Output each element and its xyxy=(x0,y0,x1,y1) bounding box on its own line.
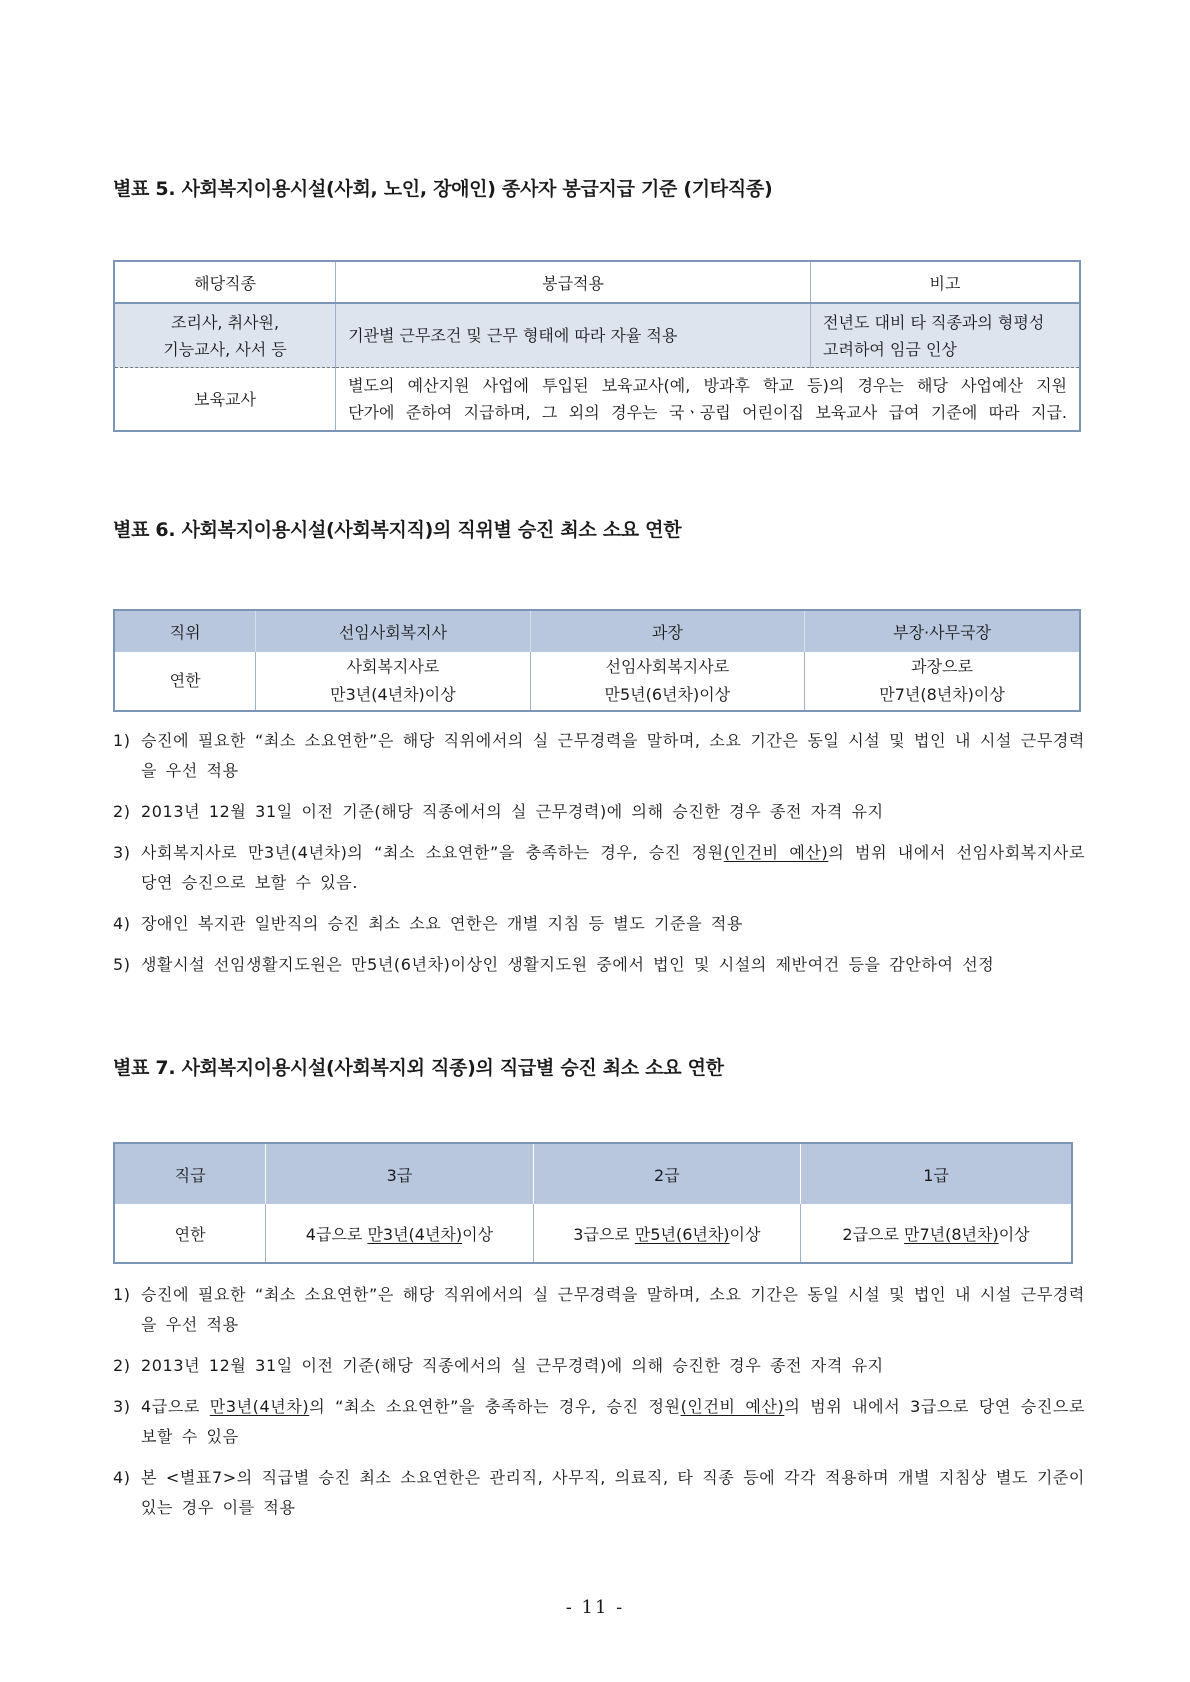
cell-line: 과장으로 xyxy=(911,657,973,676)
header-cell: 봉급적용 xyxy=(336,261,811,303)
table-cell xyxy=(805,652,1080,711)
list-item xyxy=(113,726,1085,786)
note-text: 의 “최소 소요연한”을 충족하는 경우, 승진 정원 xyxy=(309,1397,681,1416)
header-cell: 직급 xyxy=(114,1143,266,1204)
note-number: 1) xyxy=(113,1285,131,1304)
table-row xyxy=(114,1204,1072,1263)
note-text: 사회복지사로 만3년(4년차)의 “최소 소요연한”을 충족하는 경우, 승진 정원 xyxy=(141,843,724,862)
cell-line: 만7년(8년차)이상 xyxy=(879,685,1005,704)
note-text: 2013년 12월 31일 이전 기준(해당 직종에서의 실 근무경력)에 의해 승진한 경우 종전 자격 유지 xyxy=(141,1356,884,1375)
note-number: 2) xyxy=(113,1356,131,1375)
header-cell: 과장 xyxy=(530,610,804,652)
cell-text: 이상 xyxy=(729,1224,761,1244)
header-cell: 부장·사무국장 xyxy=(805,610,1080,652)
page-number: - 11 - xyxy=(565,1597,625,1618)
note-underlined: 만3년(4년차) xyxy=(209,1397,310,1416)
note-number: 3) xyxy=(113,1397,131,1416)
header-cell: 3급 xyxy=(266,1143,533,1204)
header-cell: 해당직종 xyxy=(114,261,336,303)
cell-line: 만3년(4년차)이상 xyxy=(330,685,456,704)
table-cell xyxy=(801,1204,1072,1263)
note-number: 1) xyxy=(113,731,131,750)
job-cell: 보육교사 xyxy=(114,368,336,432)
list-item xyxy=(113,1351,1085,1381)
section5-table xyxy=(113,260,1081,432)
table-header-row xyxy=(114,261,1080,303)
section7-table xyxy=(113,1142,1073,1264)
table-row xyxy=(114,303,1080,368)
table-cell xyxy=(533,1204,800,1263)
note-text: 4급으로 xyxy=(141,1397,210,1416)
list-item xyxy=(113,909,1085,939)
note-cell xyxy=(811,303,1080,368)
list-item xyxy=(113,797,1085,827)
cell-underlined: 만5년(6년차) xyxy=(634,1224,730,1244)
pay-line: 별도의 예산지원 사업에 투입된 보육교사(예, 방과후 학교 등)의 경우는 해당 사업예산 지원 xyxy=(348,376,1067,395)
cell-underlined: 만7년(8년차) xyxy=(904,1224,999,1244)
section6-table xyxy=(113,609,1081,712)
table-header-row xyxy=(114,610,1080,652)
pay-cell xyxy=(336,368,1080,432)
note-number: 5) xyxy=(113,955,131,974)
header-cell: 선임사회복지사 xyxy=(256,610,530,652)
note-text: 본 <별표7>의 직급별 승진 최소 소요연한은 관리직, 사무직, 의료직, 타 직종 등에 각각 적용하며 개별 지침상 별도 기준이 있는 경우 이를 적용 xyxy=(141,1468,1085,1517)
section7-notes xyxy=(113,1280,1085,1534)
list-item xyxy=(113,1392,1085,1452)
table-row xyxy=(114,652,1080,711)
note-number: 4) xyxy=(113,1468,131,1487)
cell-line: 선임사회복지사로 xyxy=(605,657,730,676)
row-label: 연한 xyxy=(114,1204,266,1263)
table-header-row xyxy=(114,1143,1072,1204)
note-number: 3) xyxy=(113,843,131,862)
note-text: 승진에 필요한 “최소 소요연한”은 해당 직위에서의 실 근무경력을 말하며, 소요 기간은 동일 시설 및 법인 내 시설 근무경력을 우선 적용 xyxy=(141,731,1085,780)
job-line: 기능교사, 사서 등 xyxy=(163,339,287,359)
note-text: 의 범위 내에서 선임사회복지사로 당연 승진으로 보할 수 있음. xyxy=(141,843,1086,892)
note-line: 전년도 대비 타 직종과의 형평성 xyxy=(823,312,1045,332)
note-number: 4) xyxy=(113,914,131,933)
job-cell xyxy=(114,303,336,368)
cell-text: 이상 xyxy=(462,1224,494,1244)
note-text: 2013년 12월 31일 이전 기준(해당 직종에서의 실 근무경력)에 의해 승진한 경우 종전 자격 유지 xyxy=(141,802,884,821)
cell-underlined: 만3년(4년차) xyxy=(367,1224,463,1244)
note-text: 생활시설 선임생활지도원은 만5년(6년차)이상인 생활지도원 중에서 법인 및 시설의 제반여건 등을 감안하여 선정 xyxy=(141,955,995,974)
note-text: 장애인 복지관 일반직의 승진 최소 소요 연한은 개별 지침 등 별도 기준을 적용 xyxy=(141,914,743,933)
cell-text: 4급으로 xyxy=(305,1224,368,1244)
note-text: 의 범위 내에서 3급으로 당연 승진으로 보할 수 있음 xyxy=(141,1397,1086,1446)
cell-text: 2급으로 xyxy=(842,1224,905,1244)
section7-title: 별표 7. 사회복지이용시설(사회복지외 직종)의 직급별 승진 최소 소요 연한 xyxy=(113,1057,724,1079)
pay-line: 단가에 준하여 지급하며, 그 외의 경우는 국ㆍ공립 어린이집 보육교사 급여 기준에 따라 지급. xyxy=(348,403,1067,422)
row-label: 연한 xyxy=(114,652,256,711)
job-line: 조리사, 취사원, xyxy=(171,312,280,332)
cell-text: 이상 xyxy=(998,1224,1030,1244)
cell-line: 만5년(6년차)이상 xyxy=(604,685,731,704)
header-cell: 2급 xyxy=(533,1143,800,1204)
cell-line: 사회복지사로 xyxy=(346,657,440,676)
section6-notes xyxy=(113,726,1085,991)
cell-text: 3급으로 xyxy=(573,1224,635,1244)
list-item xyxy=(113,838,1085,898)
pay-cell: 기관별 근무조건 및 근무 형태에 따라 자율 적용 xyxy=(336,303,811,368)
header-cell: 1급 xyxy=(801,1143,1072,1204)
list-item xyxy=(113,950,1085,980)
header-cell: 비고 xyxy=(811,261,1080,303)
section6-title: 별표 6. 사회복지이용시설(사회복지직)의 직위별 승진 최소 소요 연한 xyxy=(113,519,682,541)
table-row xyxy=(114,368,1080,432)
table-cell xyxy=(530,652,804,711)
header-cell: 직위 xyxy=(114,610,256,652)
note-underlined: (인건비 예산) xyxy=(680,1397,785,1416)
note-text: 승진에 필요한 “최소 소요연한”은 해당 직위에서의 실 근무경력을 말하며, 소요 기간은 동일 시설 및 법인 내 시설 근무경력을 우선 적용 xyxy=(141,1285,1085,1334)
table-cell xyxy=(256,652,530,711)
list-item xyxy=(113,1280,1085,1340)
table-cell xyxy=(266,1204,533,1263)
list-item xyxy=(113,1463,1085,1523)
note-line: 고려하여 임금 인상 xyxy=(823,339,957,359)
note-number: 2) xyxy=(113,802,131,821)
note-underlined: (인건비 예산) xyxy=(723,843,829,862)
section5-title: 별표 5. 사회복지이용시설(사회, 노인, 장애인) 종사자 봉급지급 기준 (기타직종) xyxy=(113,178,773,200)
